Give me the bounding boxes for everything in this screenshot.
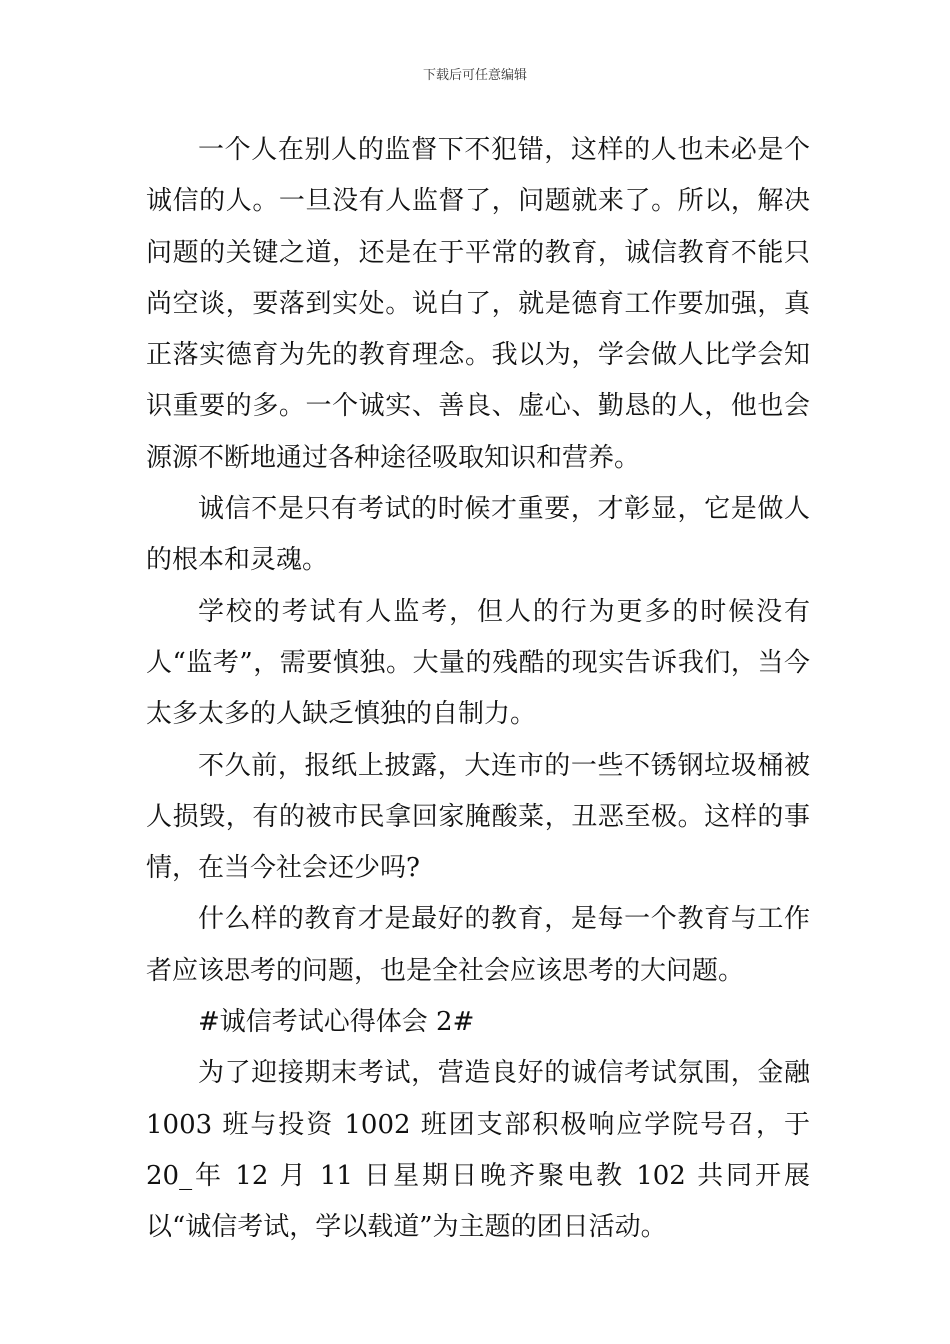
paragraph: 一个人在别人的监督下不犯错，这样的人也未必是个诚信的人。一旦没有人监督了，问题就来了。所以，解决问题的关键之道，还是在于平常的教育，诚信教育不能只尚空谈，要落到实处。说白了，就是德育工作要加强，真正落实德育为先的教育理念。我以为，学会做人比学会知识重要的多。一个诚实、善良、虚心、勤恳的人，他也会源源不断地通过各种途径吸取知识和营养。 [146,135,810,473]
paragraph: 为了迎接期末考试，营造良好的诚信考试氛围，金融 1003 班与投资 1002 班团支部积极响应学院号召，于 20_年 12 月 11 日星期日晚齐聚电教 102 共同开展以“诚信考试，学以载道”为主题的团日活动。 [146,1058,810,1243]
section-heading: #诚信考试心得体会 2# [198,1007,475,1038]
page-header: 下载后可任意编辑 [422,68,527,83]
paragraph: 什么样的教育才是最好的教育，是每一个教育与工作者应该思考的问题，也是全社会应该思考的大问题。 [146,904,810,986]
paragraph: 学校的考试有人监考，但人的行为更多的时候没有人“监考”，需要慎独。大量的残酷的现实告诉我们，当今太多太多的人缺乏慎独的自制力。 [146,596,810,730]
paragraph: 不久前，报纸上披露，大连市的一些不锈钢垃圾桶被人损毁，有的被市民拿回家腌酸菜，丑恶至极。这样的事情，在当今社会还少吗? [146,750,810,884]
paragraph: 诚信不是只有考试的时候才重要，才彰显，它是做人的根本和灵魂。 [146,494,810,576]
document-body [146,125,810,1254]
